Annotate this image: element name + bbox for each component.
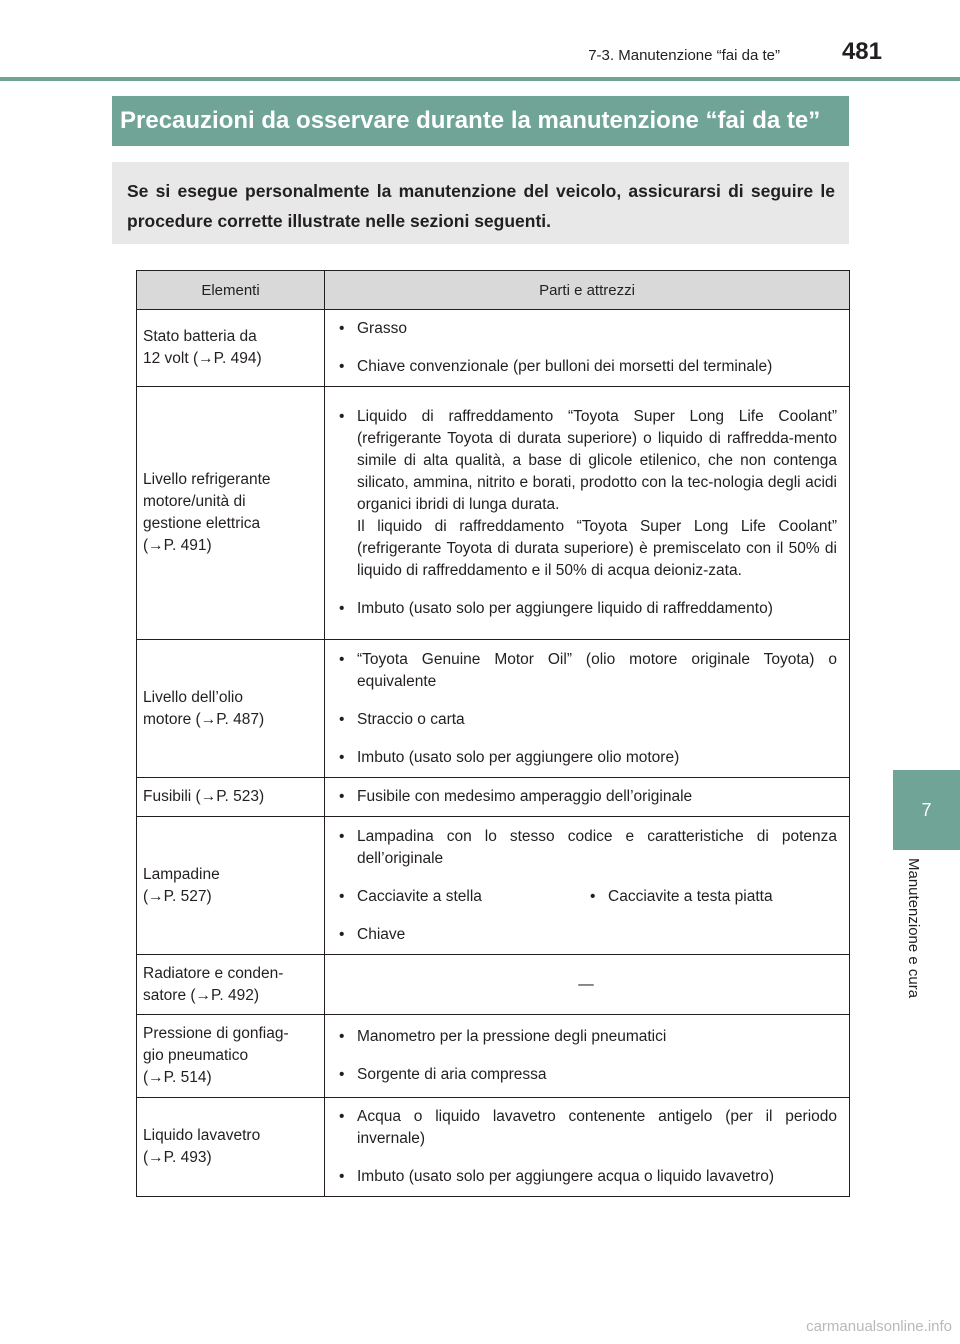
list-item: • Chiave — [335, 924, 837, 946]
list-item: • Straccio o carta — [335, 709, 837, 731]
item-line: motore/unità di — [143, 493, 246, 510]
item-cell — [137, 778, 325, 817]
item-cell — [137, 640, 325, 778]
bullet-icon: • — [590, 887, 596, 905]
parts-cell-empty: — — [325, 955, 850, 1015]
item-line: Pressione di gonfiag- — [143, 1025, 289, 1042]
item-line: 12 volt (→P. 494) — [143, 350, 262, 367]
list-item: • Manometro per la pressione degli pneumatici — [335, 1026, 837, 1048]
item-line: (→P. 491) — [143, 537, 212, 554]
header-parti-attrezzi: Parti e attrezzi — [325, 271, 850, 310]
table-row — [137, 310, 850, 387]
parts-cell — [325, 817, 850, 955]
item-cell — [137, 1098, 325, 1197]
maintenance-table — [136, 270, 850, 1197]
list-item: • Lampadina con lo stesso codice e caratteristiche di potenza dell’originale — [335, 826, 837, 870]
item-cell — [137, 1015, 325, 1098]
item-line: Livello dell’olio — [143, 688, 243, 706]
item-line: (→P. 514) — [143, 1069, 212, 1086]
list-item-text: Liquido di raffreddamento “Toyota Super Long Life Coolant” (refrigerante Toyota di durata superiore) o liquido di raffredda-mento simile di alta qualità, a base di glicole etilenico, che non contenga silicato, ammina, nitrito e borati, prodotto con la tec-nologia degli acidi organici ibridi di lunga durata. — [357, 408, 837, 513]
table-row — [137, 640, 850, 778]
table-row — [137, 817, 850, 955]
list-item: • Fusibile con medesimo amperaggio dell’originale — [335, 786, 837, 808]
parts-cell — [325, 1015, 850, 1098]
list-item: • Imbuto (usato solo per aggiungere liquido di raffreddamento) — [335, 598, 837, 620]
item-line: motore (→P. 487) — [143, 710, 265, 728]
section-title: Precauzioni da osservare durante la manutenzione “fai da te” — [112, 96, 849, 146]
item-cell — [137, 387, 325, 640]
page-number: 481 — [841, 38, 882, 65]
item-cell — [137, 817, 325, 955]
parts-cell — [325, 640, 850, 778]
item-line: Fusibili (→P. 523) — [143, 788, 265, 805]
list-item: • Imbuto (usato solo per aggiungere olio motore) — [335, 747, 837, 769]
table-row — [137, 778, 850, 817]
header-section-title: 7-3. Manutenzione “fai da te” — [588, 47, 780, 64]
list-item-text: Cacciavite a testa piatta — [608, 887, 773, 905]
header-elementi: Elementi — [137, 271, 325, 310]
list-item: • Acqua o liquido lavavetro contenente antigelo (per il periodo invernale) — [335, 1106, 837, 1150]
parts-cell — [325, 778, 850, 817]
list-item: • Grasso — [335, 318, 837, 340]
table-header-row — [137, 271, 850, 310]
list-item: • Sorgente di aria compressa — [335, 1064, 837, 1086]
chapter-tab[interactable]: 7 — [893, 770, 960, 850]
table-row — [137, 387, 850, 640]
list-item-right — [586, 886, 837, 908]
item-line: Radiatore e conden- — [143, 964, 284, 982]
item-line: (→P. 493) — [143, 1149, 212, 1166]
list-item: • “Toyota Genuine Motor Oil” (olio motore originale Toyota) o equivalente — [335, 649, 837, 693]
table-row — [137, 1098, 850, 1197]
list-item-text: Cacciavite a stella — [357, 887, 482, 905]
list-item: • Imbuto (usato solo per aggiungere acqua o liquido lavavetro) — [335, 1166, 837, 1188]
list-item-left — [335, 886, 586, 908]
item-line: satore (→P. 492) — [143, 986, 260, 1004]
parts-cell — [325, 310, 850, 387]
list-item: • Chiave convenzionale (per bulloni dei morsetti del terminale) — [335, 356, 837, 378]
item-line: Stato batteria da — [143, 328, 257, 345]
list-item-extra: Il liquido di raffreddamento “Toyota Super Long Life Coolant” (refrigerante Toyota di durata superiore) è premiscelato con il 50% di liquido di raffreddamento e il 50% di acqua deioniz-zata. — [357, 518, 837, 579]
table-row — [137, 1015, 850, 1098]
item-line: gio pneumatico — [143, 1047, 249, 1064]
watermark: carmanualsonline.info — [806, 1318, 952, 1335]
item-line: Lampadine — [143, 865, 220, 883]
item-line: gestione elettrica — [143, 515, 261, 532]
table-row — [137, 955, 850, 1015]
item-cell — [137, 955, 325, 1015]
item-line: (→P. 527) — [143, 887, 212, 905]
chapter-label: Manutenzione e cura — [905, 858, 922, 999]
parts-cell — [325, 1098, 850, 1197]
intro-text: Se si esegue personalmente la manutenzione del veicolo, assicurarsi di seguire le procedure corrette illustrate nelle sezioni seguenti. — [112, 162, 849, 244]
list-item-pair — [335, 886, 837, 908]
list-item — [335, 406, 837, 582]
item-line: Liquido lavavetro — [143, 1127, 261, 1144]
item-line: Livello refrigerante — [143, 471, 271, 488]
item-cell — [137, 310, 325, 387]
parts-cell — [325, 387, 850, 640]
header-rule — [0, 77, 960, 81]
